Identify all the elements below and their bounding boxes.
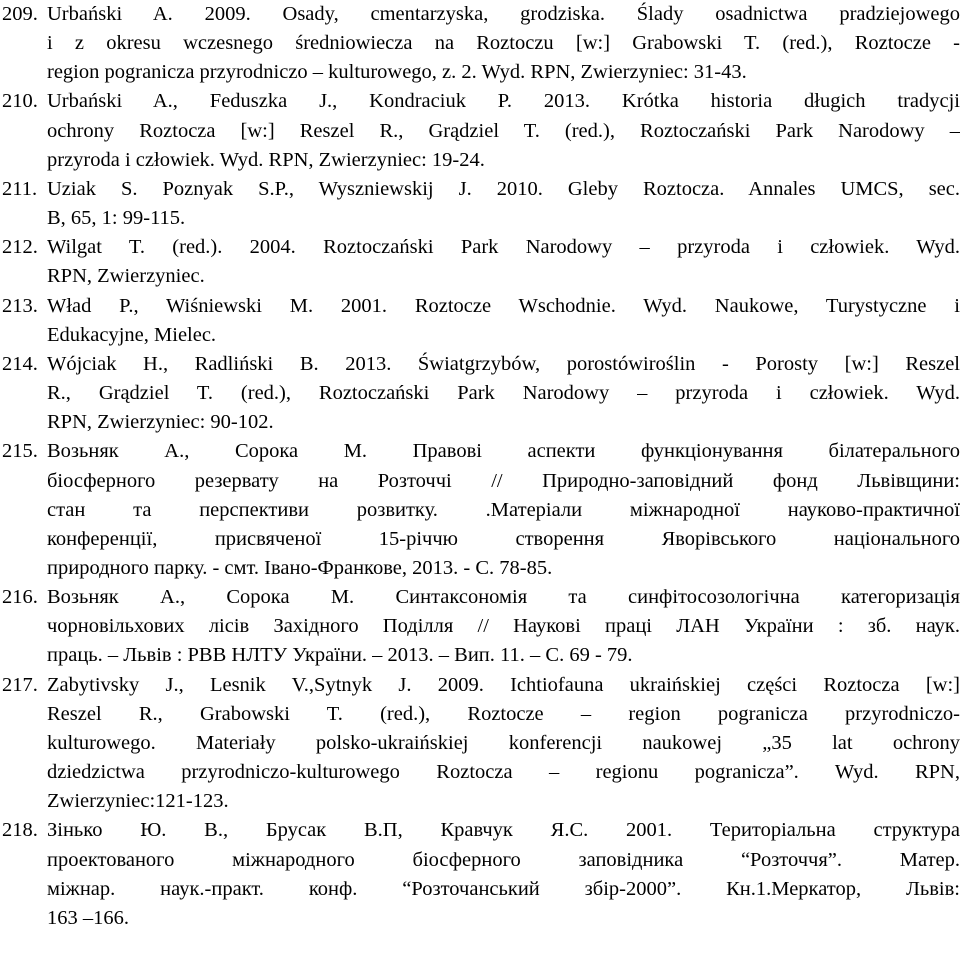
reference-text xyxy=(47,292,960,350)
reference-entry xyxy=(0,437,960,583)
reference-line: Зінько Ю. В., Брусак В.П, Кравчук Я.С. 2001. Територіальна структура xyxy=(47,819,960,842)
reference-text xyxy=(47,437,960,583)
reference-line: біосферного резервату на Розточчі // Природно-заповідний фонд Львівщини: xyxy=(47,469,960,492)
reference-line: стан та перспективи розвитку. .Матеріали міжнародної науково-практичної xyxy=(47,498,960,521)
reference-line: конференції, присвяченої 15-річчю створення Яворівського національного xyxy=(47,527,960,550)
reference-number: 210. xyxy=(2,90,38,113)
reference-text xyxy=(47,87,960,174)
reference-number: 217. xyxy=(2,673,38,696)
reference-text xyxy=(47,175,960,233)
reference-line: Urbański A. 2009. Osady, cmentarzyska, grodziska. Ślady osadnictwa pradziejowego xyxy=(47,3,960,25)
reference-entry xyxy=(0,87,960,174)
reference-text xyxy=(47,671,960,817)
reference-text xyxy=(47,233,960,291)
reference-number: 211. xyxy=(2,177,38,200)
reference-entry xyxy=(0,292,960,350)
reference-line: region pogranicza przyrodniczo – kulturowego, z. 2. Wyd. RPN, Zwierzyniec: 31-43. xyxy=(47,61,747,84)
reference-entry xyxy=(0,0,960,87)
reference-line: dziedzictwa przyrodniczo-kulturowego Roztocza – regionu pogranicza”. Wyd. RPN, xyxy=(47,761,960,784)
reference-entry xyxy=(0,175,960,233)
reference-line: Возьняк А., Сорока М. Правові аспекти функціонування білатерального xyxy=(47,440,960,463)
reference-line: Wójciak H., Radliński B. 2013. Światgrzybów, porostówiroślin - Porosty [w:] Reszel xyxy=(47,352,960,375)
reference-line: Wład P., Wiśniewski M. 2001. Roztocze Wschodnie. Wyd. Naukowe, Turystyczne i xyxy=(47,294,960,317)
reference-line: Возьняк А., Сорока М. Синтаксономія та синфітосозологічна категоризація xyxy=(47,586,960,609)
reference-line: Zabytivsky J., Lesnik V.,Sytnyk J. 2009. Ichtiofauna ukraińskiej części Roztocza [w:] xyxy=(47,673,960,696)
reference-text xyxy=(47,350,960,437)
reference-text xyxy=(47,816,960,933)
reference-number: 214. xyxy=(2,352,38,375)
reference-number: 218. xyxy=(2,819,38,842)
reference-line: Urbański A., Feduszka J., Kondraciuk P. 2013. Krótka historia długich tradycji xyxy=(47,90,960,113)
reference-line: R., Grądziel T. (red.), Roztoczański Park Narodowy – przyroda i człowiek. Wyd. xyxy=(47,382,960,405)
reference-entry xyxy=(0,350,960,437)
reference-line: przyroda i człowiek. Wyd. RPN, Zwierzyniec: 19-24. xyxy=(47,148,485,171)
reference-number: 212. xyxy=(2,236,38,259)
reference-line: природного парку. - смт. Івано-Франкове, 2013. - С. 78-85. xyxy=(47,556,553,579)
reference-line: RPN, Zwierzyniec: 90-102. xyxy=(47,411,274,434)
reference-line: Reszel R., Grabowski T. (red.), Roztocze – region pogranicza przyrodniczo- xyxy=(47,702,960,725)
reference-entry xyxy=(0,583,960,670)
reference-line: Edukacyjne, Mielec. xyxy=(47,323,217,346)
reference-number: 216. xyxy=(2,586,38,609)
reference-line: 163 –166. xyxy=(47,906,129,929)
reference-line: kulturowego. Materiały polsko-ukraińskiej konferencji naukowej „35 lat ochrony xyxy=(47,731,960,754)
reference-line: проектованого міжнародного біосферного заповідника “Розточчя”. Матер. xyxy=(47,848,960,871)
reference-line: чорновільхових лісів Західного Поділля // Наукові праці ЛАН України : зб. наук. xyxy=(47,615,960,638)
reference-line: i z okresu wczesnego średniowiecza na Roztoczu [w:] Grabowski T. (red.), Roztocze - xyxy=(47,32,960,55)
reference-entry xyxy=(0,816,960,933)
reference-line: ochrony Roztocza [w:] Reszel R., Grądziel T. (red.), Roztoczański Park Narodowy – xyxy=(47,119,960,142)
reference-entry xyxy=(0,671,960,817)
reference-number: 213. xyxy=(2,294,38,317)
reference-line: Wilgat T. (red.). 2004. Roztoczański Park Narodowy – przyroda i człowiek. Wyd. xyxy=(47,236,960,259)
reference-line: міжнар. наук.-практ. конф. “Розточанський збір-2000”. Кн.1.Меркатор, Львів: xyxy=(47,877,960,900)
reference-text xyxy=(47,583,960,670)
reference-line: Uziak S. Poznyak S.P., Wyszniewskij J. 2010. Gleby Roztocza. Annales UMCS, sec. xyxy=(47,177,960,200)
reference-line: B, 65, 1: 99-115. xyxy=(47,207,186,230)
reference-entry xyxy=(0,233,960,291)
reference-line: праць. – Львів : РВВ НЛТУ України. – 2013. – Вип. 11. – С. 69 - 79. xyxy=(47,644,633,667)
reference-number: 209. xyxy=(2,3,38,25)
reference-line: RPN, Zwierzyniec. xyxy=(47,265,205,288)
reference-number: 215. xyxy=(2,440,38,463)
reference-line: Zwierzyniec:121-123. xyxy=(47,790,229,813)
reference-text xyxy=(47,0,960,87)
